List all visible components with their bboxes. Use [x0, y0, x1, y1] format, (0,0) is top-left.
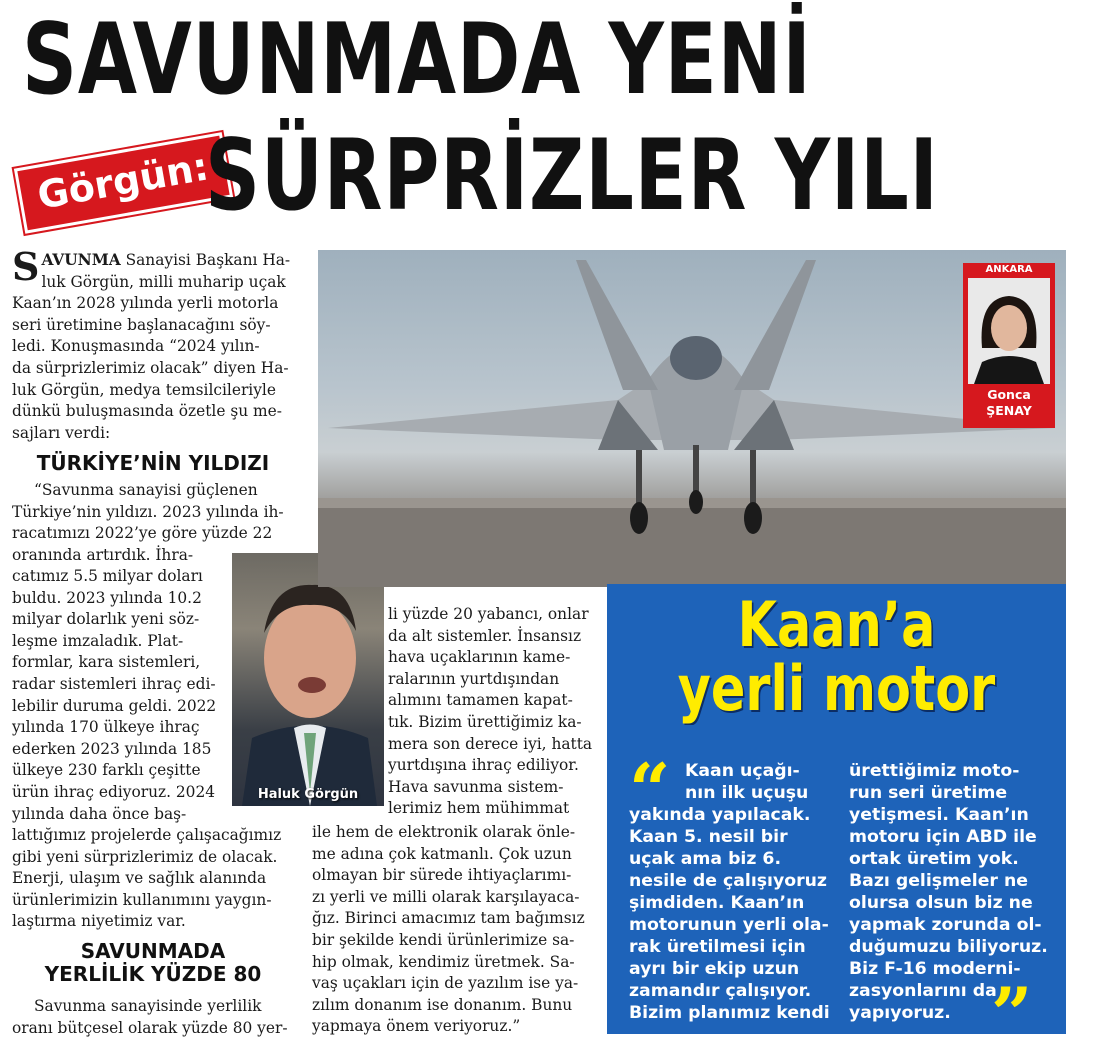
text-line: ürettiğimiz moto- [849, 761, 1020, 781]
text-line: motoru için ABD ile [849, 827, 1037, 847]
reporter-photo [968, 278, 1050, 384]
column-1-end [12, 825, 294, 933]
speaker-tag: Görgün: [14, 132, 233, 234]
text-line: Biz F-16 moderni- [849, 959, 1021, 979]
text-line: yetişmesi. Kaan’ın [849, 805, 1029, 825]
text-line: lebilir duruma geldi. 2022 [12, 696, 217, 715]
text-line: Türkiye’nin yıldızı. 2023 yılında ih- [12, 502, 284, 521]
text-line: luk Görgün, milli muharip uçak [41, 272, 286, 291]
reporter-last-name: ŞENAY [986, 403, 1032, 418]
kaan-quote-box [607, 584, 1066, 1056]
text-line: yılında daha önce baş- [12, 804, 187, 823]
text-line: me adına çok katmanlı. Çok uzun [312, 844, 572, 863]
text-line: oranında artırdık. İhra- [12, 545, 194, 564]
text-line: yapmaya önem veriyoruz.” [312, 1017, 521, 1036]
text-line: li yüzde 20 yabancı, onlar [388, 605, 589, 623]
jet-illustration [318, 250, 1066, 587]
text-line: yurtdışına ihraç ediliyor. [388, 756, 579, 775]
text-line: seri üretimine başlanacağını söy- [12, 315, 271, 334]
text-line: formlar, kara sistemleri, [12, 653, 201, 672]
text-line: zamandır çalışıyor. [629, 981, 812, 1001]
headline-line-1: SAVUNMADA YENİ [22, 3, 812, 117]
text-line: da sürprizlerimiz olacak” diyen Ha- [12, 358, 289, 377]
text-line: ğız. Birinci amacımız tam bağımsız [312, 909, 585, 928]
text-line: ülkeye 230 farklı çeşitte [12, 761, 201, 780]
column-1-tail [12, 996, 294, 1039]
text-line: olursa olsun biz ne [849, 893, 1033, 913]
text-line: ile hem de elektronik olarak önle- [312, 823, 576, 841]
reporter-badge [963, 263, 1055, 428]
text-line: da alt sistemler. İnsansız [388, 626, 582, 645]
text-line: leşme imzaladık. Plat- [12, 631, 184, 650]
lead-word: AVUNMA [41, 251, 121, 269]
text-line: Sanayisi Başkanı Ha- [120, 251, 291, 269]
text-line: Enerji, ulaşım ve sağlık alanında [12, 869, 267, 888]
open-quote-icon: “ [629, 747, 671, 832]
column-2-narrow [388, 604, 594, 820]
text-line: run seri üretime [849, 783, 1008, 803]
reporter-illustration [968, 278, 1050, 384]
text-line: luk Görgün, medya temsilcileriyle [12, 380, 276, 399]
text-line: ortak üretim yok. [849, 849, 1019, 869]
text-line: Bazı gelişmeler ne [849, 871, 1028, 891]
text-line: zasyonlarını da [849, 981, 997, 1001]
text-line: yakında yapılacak. [629, 805, 811, 825]
text-line: Kaan uçağı- [685, 761, 800, 781]
subhead-yerlilik-line-1: SAVUNMADA [80, 939, 226, 963]
reporter-name [963, 387, 1055, 419]
text-line: tık. Bizim ürettiğimiz ka- [388, 712, 582, 731]
text-line: radar sistemleri ihraç edi- [12, 674, 216, 693]
text-line: ürün ihraç ediyoruz. 2024 [12, 782, 216, 801]
intro-text [12, 244, 291, 442]
text-line: milyar dolarlık yeni söz- [12, 610, 200, 629]
haluk-gorgun-photo [232, 553, 384, 806]
text-line: Savunma sanayisinde yerlilik [34, 997, 262, 1015]
kaan-jet-photo [318, 250, 1066, 587]
text-line: Hava savunma sistem- [388, 777, 564, 796]
text-line: catımız 5.5 milyar doları [12, 567, 203, 585]
drop-cap: S [12, 244, 40, 289]
subhead-turkiye-yildizi: TÜRKİYE’NİN YILDIZI [36, 451, 270, 475]
text-line: ederken 2023 yılında 185 [12, 739, 212, 758]
text-line: yılında 170 ülkeye ihraç [12, 718, 200, 737]
text-line: dünkü buluşmasında özetle şu me- [12, 402, 282, 421]
quote-column-1 [629, 747, 839, 1024]
text-line: sajları verdi: [12, 423, 111, 442]
text-line: olmayan bir sürede ihtiyaçlarımı- [312, 866, 572, 885]
text-line: yapıyoruz. [849, 1003, 951, 1023]
intro-paragraph [12, 244, 294, 444]
text-line: mera son derece iyi, hatta [388, 734, 593, 753]
reporter-city: ANKARA [985, 264, 1033, 275]
box-title-line-2: yerli motor [677, 652, 996, 725]
column-1-narrow [12, 566, 224, 825]
text-line: Kaan’ın 2028 yılında yerli motorla [12, 294, 279, 313]
subhead-yerlilik [12, 940, 294, 986]
text-line: lerimiz hem mühimmat [388, 799, 570, 818]
text-line: duğumuzu biliyoruz. [849, 937, 1048, 957]
text-line: gibi yeni sürprizlerimiz de olacak. [12, 847, 278, 866]
text-line: rak üretilmesi için [629, 937, 806, 957]
text-line: şimdiden. Kaan’ın [629, 893, 805, 913]
person-illustration [232, 553, 384, 806]
text-line: vaş uçakları için de yazılım ise ya- [312, 974, 579, 993]
text-line: “Savunma sanayisi güçlenen [34, 481, 258, 499]
text-line: laştırma niyetimiz var. [12, 912, 186, 931]
text-line: motorunun yerli ola- [629, 915, 829, 935]
close-quote-icon: ” [991, 971, 1033, 1056]
text-line: yapmak zorunda ol- [849, 915, 1042, 935]
text-line: nın ilk uçuşu [685, 783, 809, 803]
text-line: oranı bütçesel olarak yüzde 80 yer- [12, 1018, 288, 1037]
text-line: hip olmak, kendimiz üretmek. Sa- [312, 952, 575, 971]
text-line: ürünlerimizin kullanımını yaygın- [12, 890, 272, 909]
subhead-yerlilik-line-2: YERLİLİK YÜZDE 80 [44, 962, 262, 986]
text-line: uçak ama biz 6. [629, 849, 782, 869]
text-line: racatımızı 2022’ye göre yüzde 22 [12, 524, 273, 543]
text-line: alımını tamamen kapat- [388, 691, 573, 710]
reporter-first-name: Gonca [987, 387, 1031, 402]
text-line: Kaan 5. nesil bir [629, 827, 788, 847]
text-line: zılım donanım ise donanım. Bunu [312, 995, 573, 1014]
text-line: nesile de çalışıyoruz [629, 871, 827, 891]
headline-line-2: SÜRPRİZLER YILI [205, 119, 939, 233]
text-line: ledi. Konuşmasında “2024 yılın- [12, 337, 260, 356]
text-line: hava uçaklarının kame- [388, 648, 571, 667]
text-line: Bizim planımız kendi [629, 1003, 830, 1023]
text-line: ayrı bir ekip uzun [629, 959, 800, 979]
text-line: bir şekilde kendi ürünlerimize sa- [312, 930, 575, 949]
text-line: buldu. 2023 yılında 10.2 [12, 588, 202, 607]
text-line: lattığımız projelerde çalışacağımız [12, 826, 282, 844]
box-title-line-1: Kaan’a [737, 588, 936, 661]
text-line: ralarının yurtdışından [388, 669, 560, 688]
column-2-wide [312, 822, 594, 1038]
text-line: zı yerli ve milli olarak karşılayaca- [312, 887, 580, 906]
photo-caption: Haluk Görgün [257, 787, 359, 802]
